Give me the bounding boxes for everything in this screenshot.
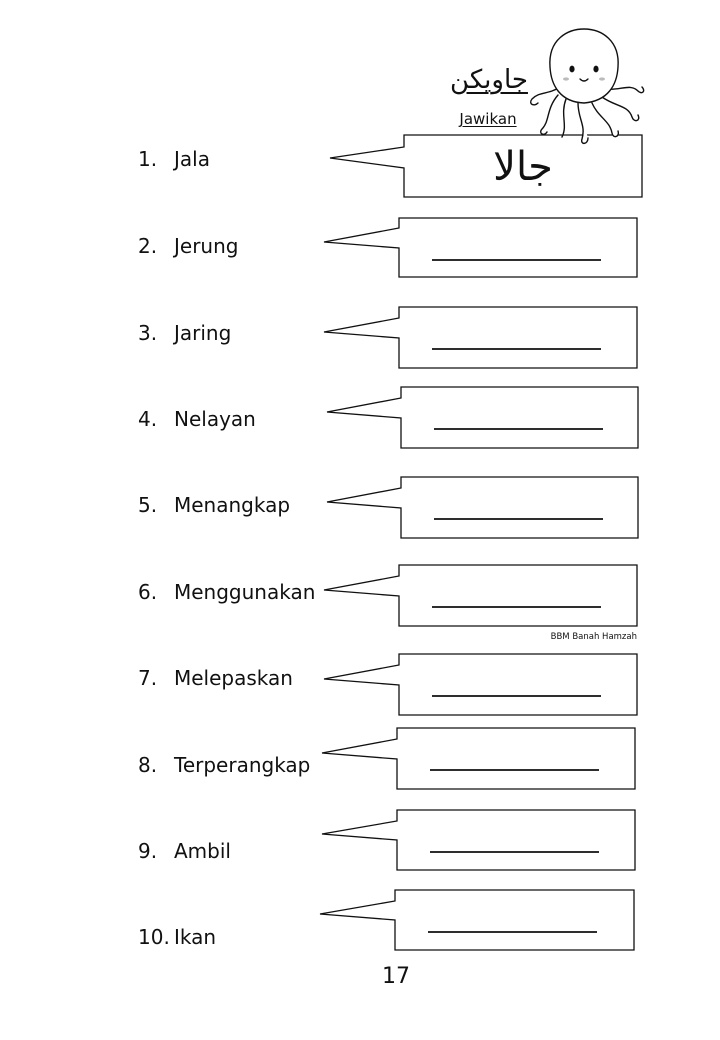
- list-item: [138, 753, 310, 777]
- list-item: [138, 493, 290, 517]
- example-answer-jawi: جالا: [493, 144, 553, 190]
- item-number: 8.: [138, 753, 158, 777]
- speech-bubble-9: [322, 810, 635, 870]
- list-item: [138, 321, 231, 345]
- list-item: [138, 407, 256, 431]
- item-word: Nelayan: [174, 407, 256, 431]
- item-word: Menggunakan: [174, 580, 316, 604]
- octopus-icon: [520, 25, 650, 150]
- list-item: [138, 147, 210, 171]
- item-number: 4.: [138, 407, 158, 431]
- speech-bubble-2: [324, 218, 637, 277]
- item-word: Terperangkap: [174, 753, 311, 777]
- item-number: 5.: [138, 493, 158, 517]
- list-item: [138, 580, 315, 604]
- title-jawi: جاويكن: [450, 65, 528, 95]
- speech-bubble-8: [322, 728, 635, 789]
- item-number: 3.: [138, 321, 158, 345]
- page-number: 17: [382, 964, 410, 989]
- speech-bubble-7: [324, 654, 637, 715]
- item-number: 10.: [138, 925, 170, 949]
- item-word: Ambil: [174, 839, 231, 863]
- item-number: 1.: [138, 147, 158, 171]
- item-number: 6.: [138, 580, 158, 604]
- item-number: 2.: [138, 234, 158, 258]
- item-word: Menangkap: [174, 493, 291, 517]
- list-item: [138, 234, 238, 258]
- speech-bubble-3: [324, 307, 637, 368]
- speech-bubble-6: [324, 565, 637, 626]
- item-word: Jaring: [174, 321, 232, 345]
- list-item: [138, 839, 231, 863]
- speech-bubble-5: [327, 477, 638, 538]
- list-item: [138, 925, 216, 949]
- speech-bubble-4: [327, 387, 638, 448]
- item-word: Jerung: [174, 234, 239, 258]
- item-number: 9.: [138, 839, 158, 863]
- item-number: 7.: [138, 666, 158, 690]
- speech-bubble-10: [320, 890, 634, 950]
- list-item: [138, 666, 293, 690]
- credit-text: BBM Banah Hamzah: [550, 632, 637, 642]
- title-latin: Jawikan: [459, 110, 517, 128]
- item-word: Jala: [174, 147, 210, 171]
- item-word: Melepaskan: [174, 666, 293, 690]
- item-word: Ikan: [174, 925, 217, 949]
